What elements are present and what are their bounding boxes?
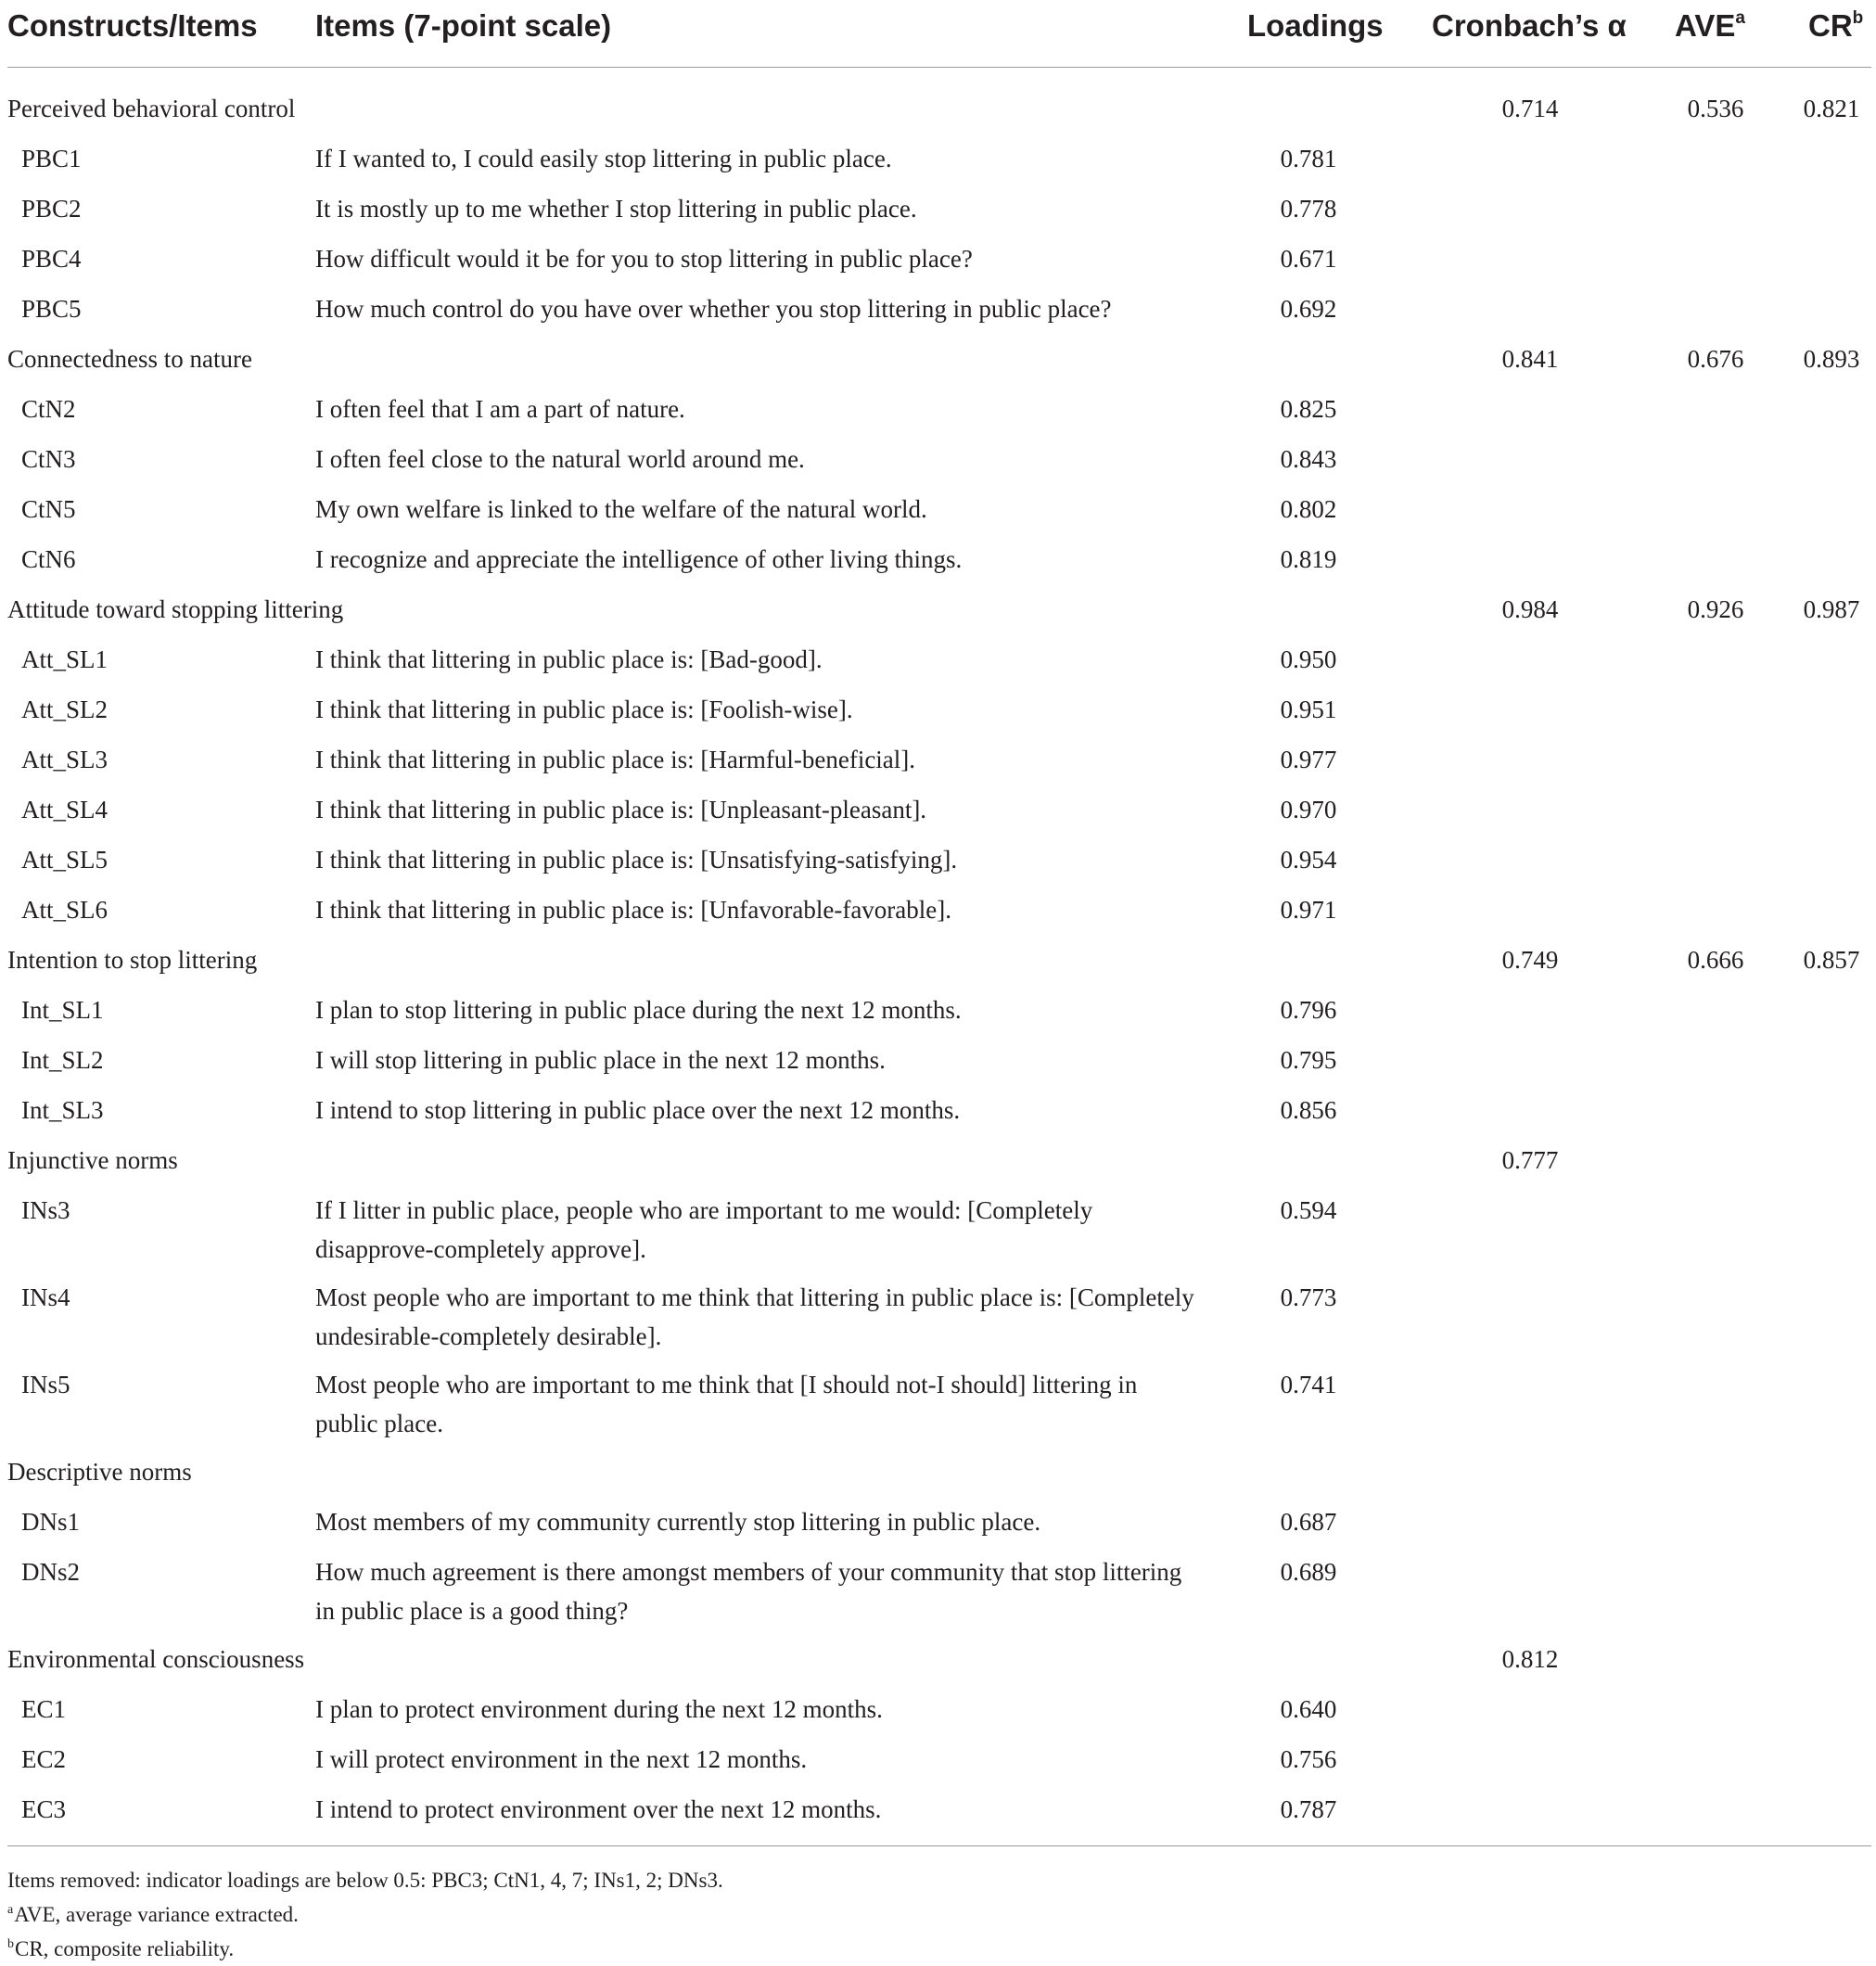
item-code: PBC5 — [21, 295, 82, 323]
item-row — [0, 1091, 1876, 1141]
item-code: DNs2 — [21, 1558, 81, 1586]
construct-row — [0, 89, 1876, 139]
construct-name: Environmental consciousness — [7, 1645, 305, 1673]
item-loading: 0.781 — [1280, 145, 1337, 172]
footnote-cr — [7, 1932, 723, 1966]
item-text: I recognize and appreciate the intelligence of other living things. — [315, 545, 963, 573]
item-code: Int_SL2 — [21, 1046, 104, 1074]
item-text: I intend to protect environment over the next 12 months. — [315, 1795, 882, 1823]
item-text: It is mostly up to me whether I stop littering in public place. — [315, 195, 917, 223]
item-code: EC3 — [21, 1795, 67, 1823]
item-row — [0, 1365, 1876, 1452]
item-row — [0, 189, 1876, 239]
item-text: If I wanted to, I could easily stop littering in public place. — [315, 145, 892, 172]
item-loading: 0.856 — [1280, 1096, 1337, 1124]
cronbach-alpha-value: 0.812 — [1501, 1645, 1559, 1673]
cronbach-alpha-value: 0.841 — [1501, 345, 1559, 373]
item-loading: 0.954 — [1280, 846, 1337, 874]
item-code: Att_SL6 — [21, 896, 108, 924]
item-code: Att_SL5 — [21, 846, 108, 874]
table-footnotes — [7, 1863, 723, 1966]
item-loading: 0.802 — [1280, 495, 1337, 523]
cronbach-alpha-value: 0.984 — [1501, 595, 1559, 623]
construct-name: Descriptive norms — [7, 1458, 192, 1486]
item-code: Att_SL2 — [21, 696, 108, 723]
item-loading: 0.971 — [1280, 896, 1337, 924]
item-loading: 0.977 — [1280, 746, 1337, 773]
item-loading: 0.796 — [1280, 996, 1337, 1024]
item-code: EC2 — [21, 1745, 67, 1773]
item-row — [0, 790, 1876, 840]
item-text: I often feel that I am a part of nature. — [315, 395, 685, 423]
item-text: I think that littering in public place is: [Harmful-beneficial]. — [315, 746, 916, 773]
header-cr — [1808, 7, 1863, 45]
header-cr-label: CR — [1808, 8, 1853, 43]
item-loading: 0.640 — [1280, 1695, 1337, 1723]
header-ave-label: AVE — [1675, 8, 1736, 43]
construct-name: Attitude toward stopping littering — [7, 595, 344, 623]
construct-row — [0, 1452, 1876, 1502]
item-code: PBC1 — [21, 145, 82, 172]
item-text: I plan to protect environment during the next 12 months. — [315, 1695, 883, 1723]
item-loading: 0.951 — [1280, 696, 1337, 723]
table-bottom-rule — [7, 1845, 1871, 1846]
cr-value: 0.893 — [1803, 345, 1860, 373]
item-text: I think that littering in public place is: [Bad-good]. — [315, 645, 823, 673]
item-text: How much control do you have over whether you stop littering in public place? — [315, 295, 1112, 323]
item-row — [0, 1278, 1876, 1365]
item-loading: 0.778 — [1280, 195, 1337, 223]
item-code: Int_SL3 — [21, 1096, 104, 1124]
item-row — [0, 239, 1876, 289]
header-cronbach-alpha: Cronbach’s α — [1432, 8, 1627, 43]
item-code: CtN6 — [21, 545, 76, 573]
footnote-ave-mark: a — [7, 1903, 14, 1918]
construct-name: Intention to stop littering — [7, 946, 258, 974]
construct-row — [0, 940, 1876, 990]
item-loading: 0.970 — [1280, 796, 1337, 823]
cr-value: 0.857 — [1803, 946, 1860, 974]
item-text: I intend to stop littering in public place over the next 12 months. — [315, 1096, 961, 1124]
item-text: I think that littering in public place is: [Unfavorable-favorable]. — [315, 896, 952, 924]
item-row — [0, 690, 1876, 740]
footnote-removed-items: Items removed: indicator loadings are below 0.5: PBC3; CtN1, 4, 7; INs1, 2; DNs3. — [7, 1869, 723, 1892]
item-code: CtN5 — [21, 495, 76, 523]
cr-value: 0.987 — [1803, 595, 1860, 623]
header-loadings: Loadings — [1247, 8, 1384, 43]
construct-row — [0, 590, 1876, 640]
ave-value: 0.926 — [1687, 595, 1744, 623]
item-text: My own welfare is linked to the welfare of the natural world. — [315, 495, 927, 523]
construct-row — [0, 1640, 1876, 1690]
header-cr-footnote-mark: b — [1852, 8, 1864, 28]
item-row — [0, 289, 1876, 339]
item-row — [0, 1502, 1876, 1552]
item-loading: 0.795 — [1280, 1046, 1337, 1074]
construct-row — [0, 339, 1876, 389]
item-row — [0, 1552, 1876, 1640]
item-loading: 0.671 — [1280, 245, 1337, 273]
item-text: I will stop littering in public place in the next 12 months. — [315, 1046, 886, 1074]
item-text: I will protect environment in the next 12 months. — [315, 1745, 808, 1773]
header-ave — [1675, 7, 1745, 45]
item-text: I think that littering in public place is: [Unsatisfying-satisfying]. — [315, 846, 958, 874]
item-row — [0, 640, 1876, 690]
footnote-ave — [7, 1897, 723, 1932]
item-loading: 0.787 — [1280, 1795, 1337, 1823]
item-code: INs3 — [21, 1196, 70, 1224]
item-loading: 0.843 — [1280, 445, 1337, 473]
construct-row — [0, 1141, 1876, 1191]
construct-name: Perceived behavioral control — [7, 95, 296, 122]
item-loading: 0.819 — [1280, 545, 1337, 573]
item-code: CtN2 — [21, 395, 76, 423]
item-loading: 0.950 — [1280, 645, 1337, 673]
item-code: Att_SL3 — [21, 746, 108, 773]
item-loading: 0.773 — [1280, 1283, 1337, 1311]
header-rule — [7, 67, 1871, 68]
cronbach-alpha-value: 0.749 — [1501, 946, 1559, 974]
cronbach-alpha-value: 0.714 — [1501, 95, 1559, 122]
item-code: CtN3 — [21, 445, 76, 473]
item-loading: 0.741 — [1280, 1371, 1337, 1398]
item-row — [0, 440, 1876, 490]
item-row — [0, 740, 1876, 790]
footnote-ave-text: AVE, average variance extracted. — [14, 1903, 299, 1926]
item-text: I think that littering in public place is: [Unpleasant-pleasant]. — [315, 796, 927, 823]
item-row — [0, 1040, 1876, 1091]
item-row — [0, 389, 1876, 440]
header-constructs-items: Constructs/Items — [7, 8, 258, 43]
construct-name: Injunctive norms — [7, 1146, 178, 1174]
item-text: Most people who are important to me think that littering in public place is: [Completely undesirable-completely desirable]. — [315, 1283, 1194, 1350]
item-row — [0, 890, 1876, 940]
item-code: DNs1 — [21, 1508, 81, 1536]
item-code: Int_SL1 — [21, 996, 104, 1024]
item-row — [0, 1790, 1876, 1840]
item-text: I often feel close to the natural world around me. — [315, 445, 805, 473]
footnote-cr-mark: b — [7, 1937, 14, 1952]
item-text: If I litter in public place, people who are important to me would: [Completely disapprove-completely approve]. — [315, 1196, 1093, 1263]
construct-name: Connectedness to nature — [7, 345, 252, 373]
item-code: EC1 — [21, 1695, 67, 1723]
item-loading: 0.756 — [1280, 1745, 1337, 1773]
cronbach-alpha-value: 0.777 — [1501, 1146, 1559, 1174]
item-row — [0, 990, 1876, 1040]
item-loading: 0.825 — [1280, 395, 1337, 423]
item-row — [0, 1740, 1876, 1790]
item-row — [0, 840, 1876, 890]
item-code: INs4 — [21, 1283, 70, 1311]
header-ave-footnote-mark: a — [1735, 8, 1745, 28]
item-text: How difficult would it be for you to stop littering in public place? — [315, 245, 973, 273]
cr-value: 0.821 — [1803, 95, 1860, 122]
item-code: PBC2 — [21, 195, 82, 223]
item-text: I think that littering in public place is: [Foolish-wise]. — [315, 696, 853, 723]
footnote-cr-text: CR, composite reliability. — [15, 1937, 235, 1960]
item-loading: 0.687 — [1280, 1508, 1337, 1536]
item-code: Att_SL1 — [21, 645, 108, 673]
ave-value: 0.676 — [1687, 345, 1744, 373]
item-code: Att_SL4 — [21, 796, 108, 823]
item-code: INs5 — [21, 1371, 70, 1398]
item-row — [0, 490, 1876, 540]
item-text: How much agreement is there amongst members of your community that stop littering in public place is a good thing? — [315, 1558, 1182, 1625]
header-items-scale: Items (7-point scale) — [315, 8, 612, 43]
ave-value: 0.536 — [1687, 95, 1744, 122]
item-row — [0, 139, 1876, 189]
item-row — [0, 540, 1876, 590]
item-row — [0, 1191, 1876, 1278]
item-loading: 0.689 — [1280, 1558, 1337, 1586]
item-text: Most members of my community currently stop littering in public place. — [315, 1508, 1041, 1536]
item-text: Most people who are important to me think that [I should not-I should] littering in public place. — [315, 1371, 1138, 1437]
ave-value: 0.666 — [1687, 946, 1744, 974]
item-row — [0, 1690, 1876, 1740]
item-loading: 0.692 — [1280, 295, 1337, 323]
item-loading: 0.594 — [1280, 1196, 1337, 1224]
table-header — [0, 0, 1876, 67]
item-text: I plan to stop littering in public place during the next 12 months. — [315, 996, 962, 1024]
table-body — [0, 89, 1876, 1840]
item-code: PBC4 — [21, 245, 82, 273]
